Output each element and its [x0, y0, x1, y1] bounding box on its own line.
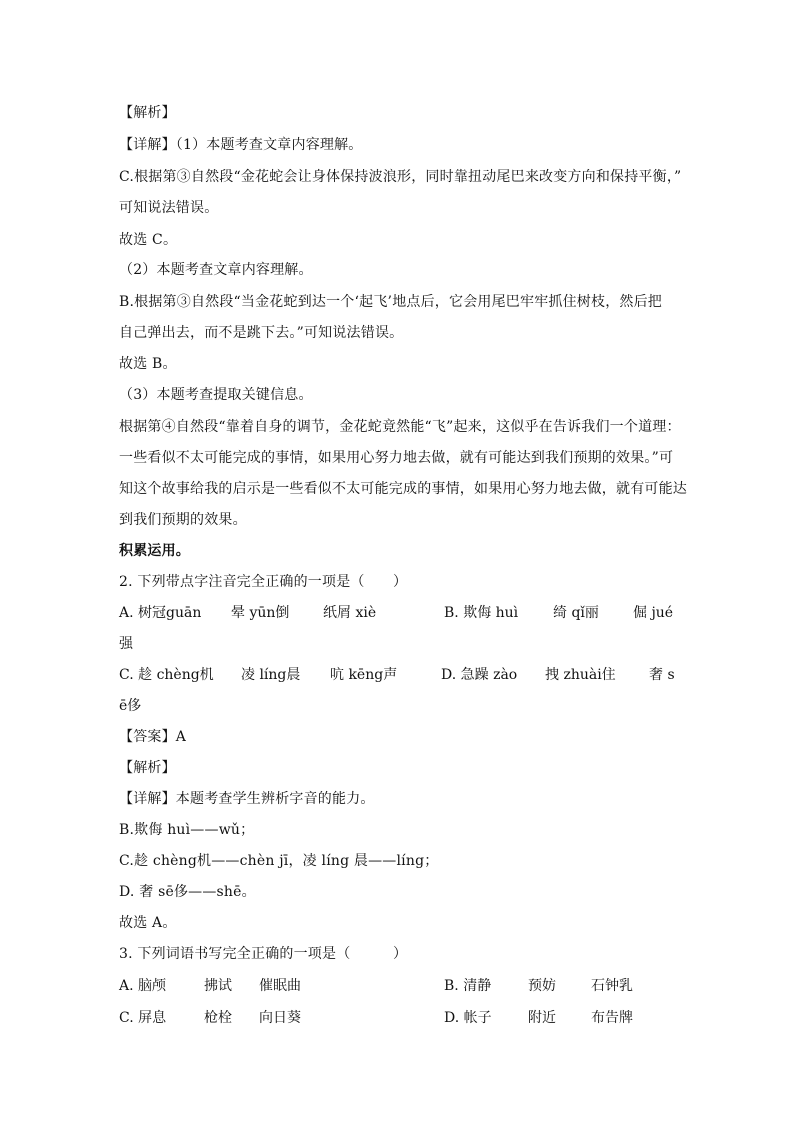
- q3-option-a-label: A. 脑颅: [119, 978, 167, 994]
- q2-option-a-2: 晕 yūn倒: [231, 605, 290, 621]
- text-line: 【详解】本题考查学生辨析字音的能力。: [119, 791, 375, 807]
- q3-option-a-2: 拂试: [204, 978, 232, 994]
- q3-option-d-2: 附近: [528, 1010, 556, 1026]
- q2-option-d-1: D. 急躁 zào: [441, 667, 518, 683]
- q2-option-c-1: C. 趁 chèng机: [119, 667, 214, 683]
- text-line: 自己弹出去，而不是跳下去。”可知说法错误。: [119, 325, 404, 341]
- text-line: 故选 B。: [119, 356, 177, 372]
- q2-option-b-3-cont: 强: [119, 636, 133, 652]
- q3-option-d-label: D. 帐子: [444, 1010, 492, 1026]
- q2-option-b-3: 倔 jué: [633, 605, 674, 621]
- question-3: 3. 下列词语书写完全正确的一项是（ ）: [119, 946, 408, 962]
- q2-option-b-2: 绮 qǐ丽: [553, 605, 599, 621]
- text-line: C.趁 chèng机——chèn jī，凌 líng 晨——líng；: [119, 853, 439, 869]
- text-line: 可知说法错误。: [119, 200, 219, 216]
- q2-option-b-1: B. 欺侮 huì: [444, 605, 519, 621]
- q2-option-a-3: 纸屑 xiè: [323, 605, 377, 621]
- text-line: 故选 C。: [119, 232, 178, 248]
- analysis-heading: 【解析】: [119, 760, 176, 776]
- q2-option-c-2: 凌 líng晨: [241, 667, 301, 683]
- q3-option-d-3: 布告牌: [591, 1010, 633, 1026]
- text-line: （2）本题考查文章内容理解。: [119, 262, 313, 278]
- answer-line: 【答案】A: [119, 729, 187, 745]
- detail-q1-intro: 【详解】（1）本题考查文章内容理解。: [119, 137, 363, 153]
- q2-option-a-1: A. 树冠guān: [119, 605, 202, 621]
- question-2: 2. 下列带点字注音完全正确的一项是（ ）: [119, 574, 408, 590]
- q3-option-b-2: 预妨: [528, 978, 556, 994]
- analysis-heading: 【解析】: [119, 105, 176, 121]
- text-line: D. 奢 sē侈——shē。: [119, 884, 256, 900]
- text-line: 一些看似不太可能完成的事情，如果用心努力地去做，就有可能达到我们预期的效果。”可: [119, 450, 674, 466]
- q2-option-c-3: 吭 kēng声: [330, 667, 398, 683]
- q3-option-c-2: 枪栓: [204, 1010, 232, 1026]
- text-line: C.根据第③自然段“金花蛇会让身体保持波浪形，同时靠扭动尾巴来改变方向和保持平衡，”: [119, 169, 682, 185]
- q3-option-a-3: 催眠曲: [259, 978, 301, 994]
- text-line: 故选 A。: [119, 915, 177, 931]
- q2-option-d-2: 拽 zhuài住: [545, 667, 616, 683]
- q3-option-c-label: C. 屏息: [119, 1010, 167, 1026]
- q3-option-c-3: 向日葵: [259, 1010, 301, 1026]
- q2-option-d-3: 奢 s: [649, 667, 675, 683]
- text-line: 到我们预期的效果。: [119, 512, 247, 528]
- text-line: 知这个故事给我的启示是一些看似不太可能完成的事情，如果用心努力地去做，就有可能达: [119, 481, 687, 497]
- q3-option-b-label: B. 清静: [444, 978, 492, 994]
- text-line: 根据第④自然段“靠着自身的调节，金花蛇竟然能“飞”起来，这似乎在告诉我们一个道理：: [119, 419, 681, 435]
- text-line: （3）本题考查提取关键信息。: [119, 387, 313, 403]
- q3-option-b-3: 石钟乳: [591, 978, 633, 994]
- section-heading: 积累运用。: [119, 543, 190, 559]
- text-line: B.根据第③自然段“当金花蛇到达一个‘起飞’地点后，它会用尾巴牢牢抓住树枝，然后把: [119, 294, 662, 310]
- q2-option-d-3-cont: ē侈: [119, 698, 142, 714]
- text-line: B.欺侮 huì——wǔ；: [119, 822, 255, 838]
